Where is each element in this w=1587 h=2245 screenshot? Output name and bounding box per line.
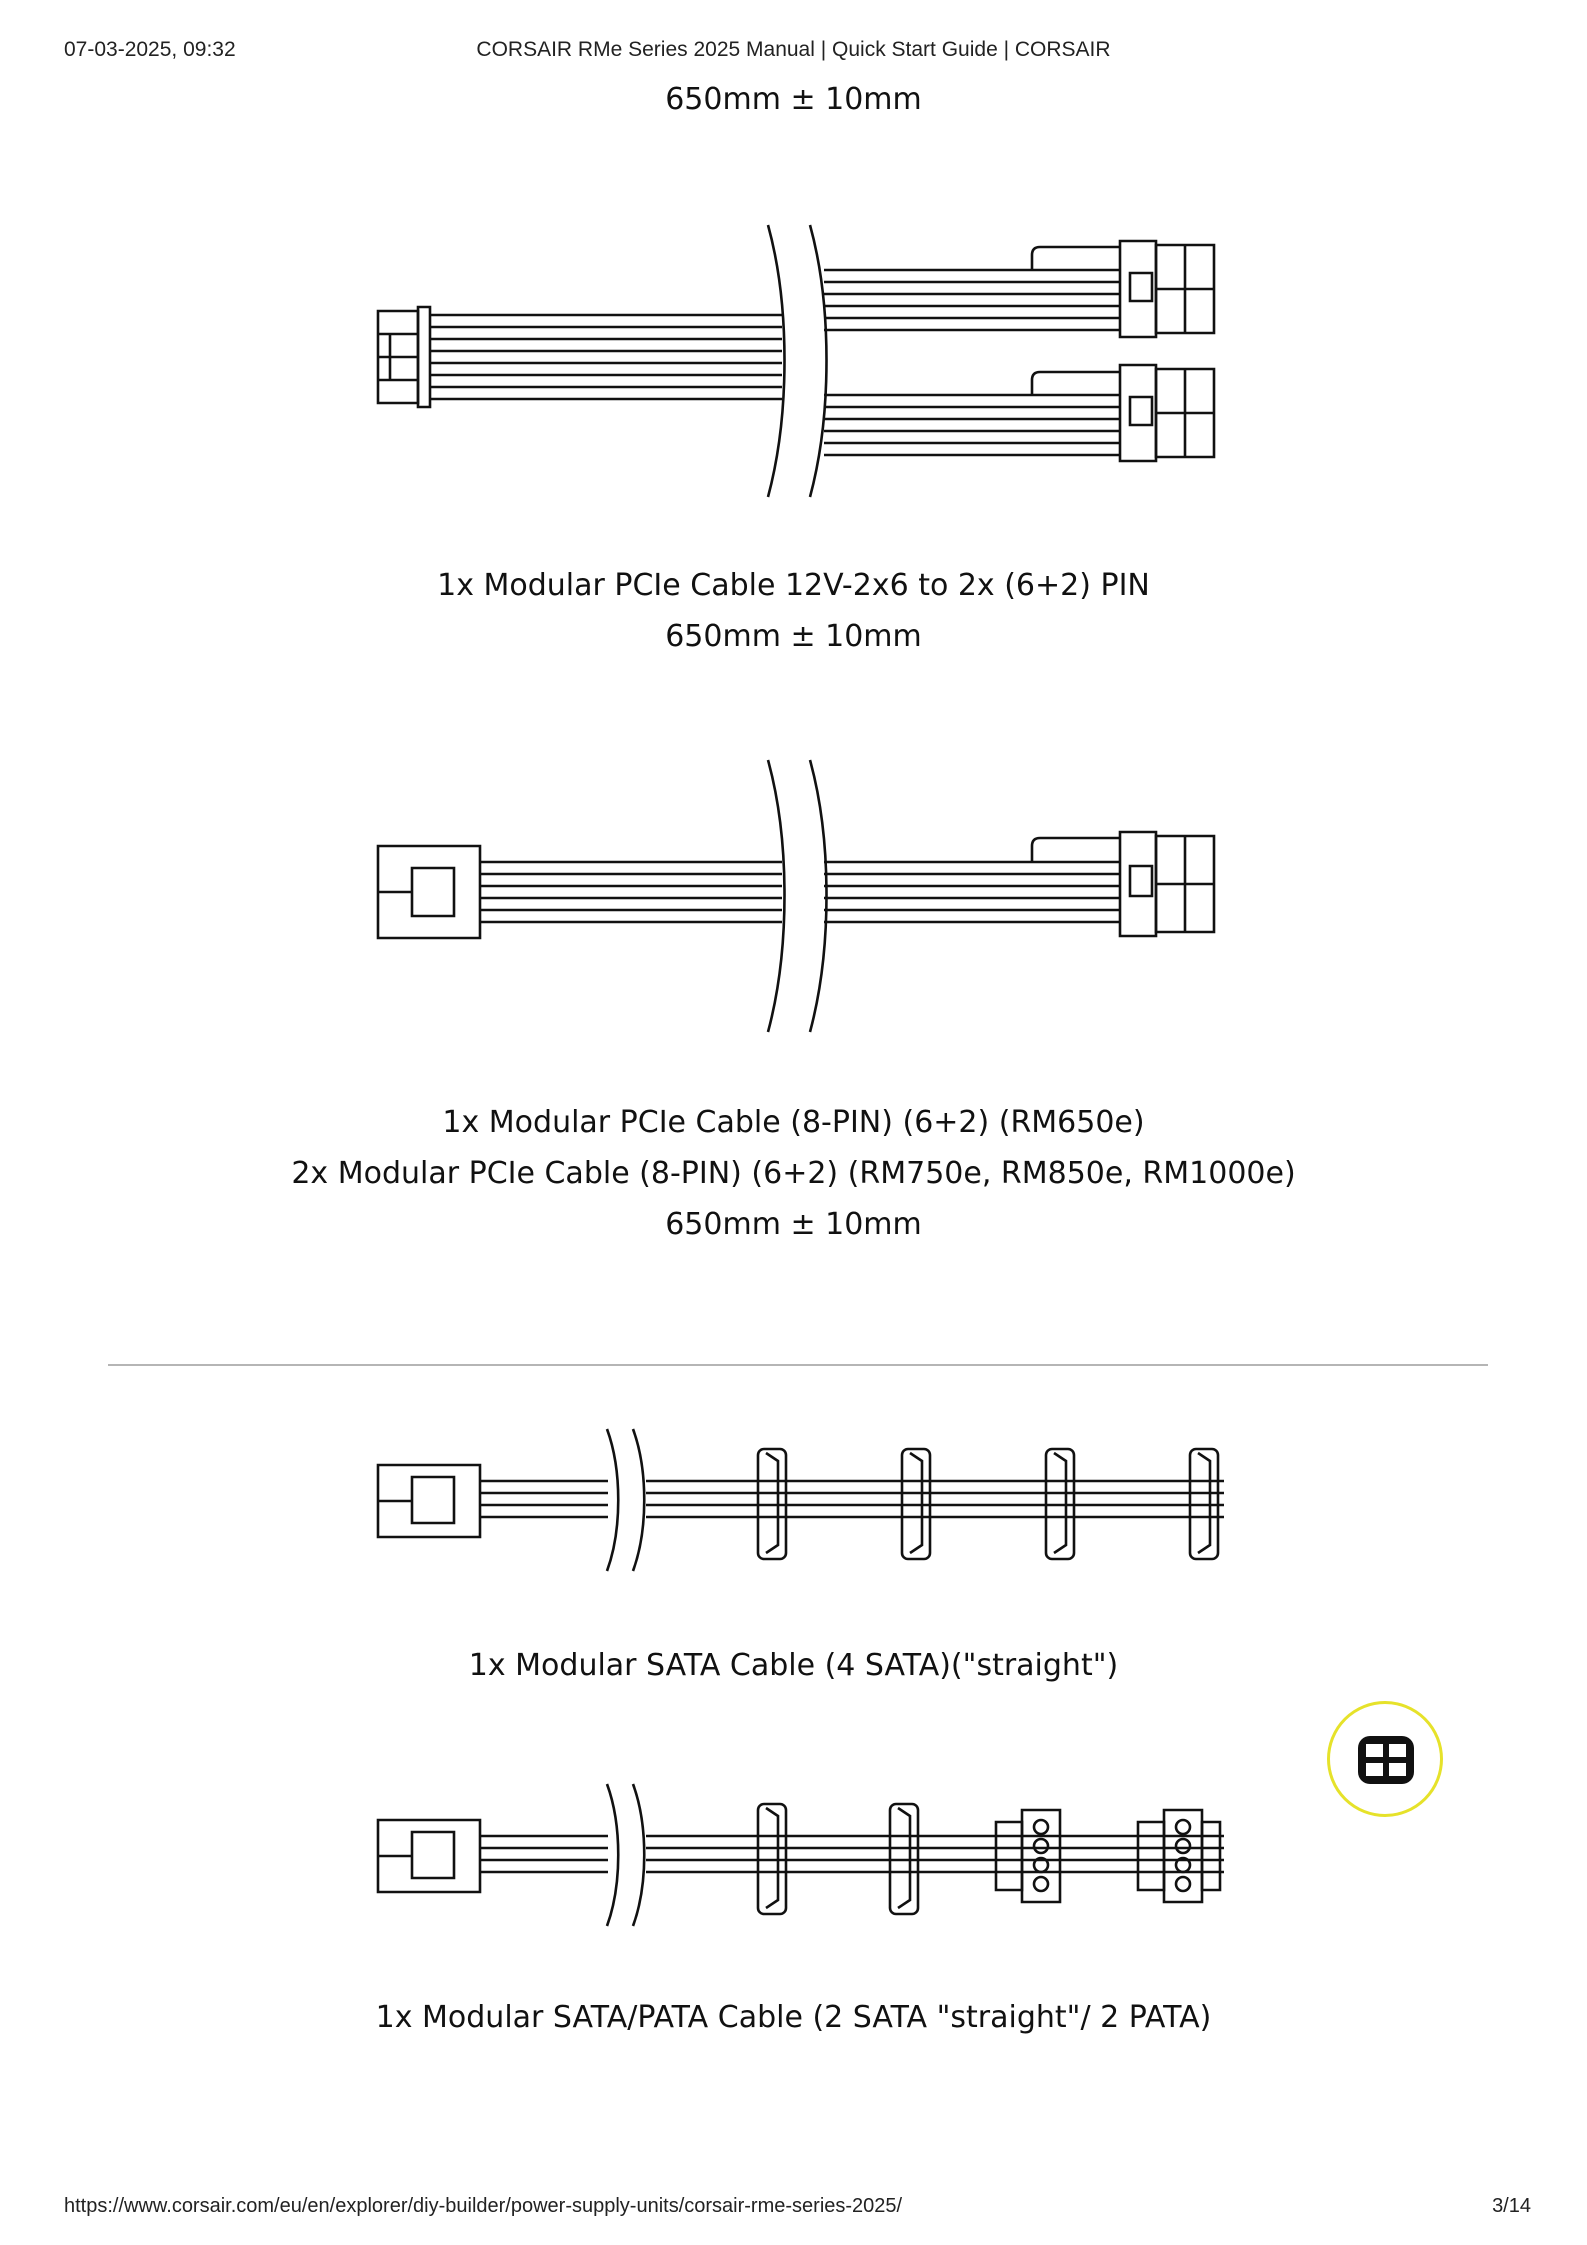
cable-length-caption: 650mm ± 10mm	[665, 619, 922, 654]
sata-4-cable-icon	[370, 1425, 1230, 1575]
cable-length-caption: 650mm ± 10mm	[665, 1207, 922, 1242]
print-url: https://www.corsair.com/eu/en/explorer/diy-builder/power-supply-units/corsair-rme-series-2025/	[64, 2195, 903, 2217]
section-divider	[108, 1364, 1488, 1366]
grid-menu-icon	[1354, 1728, 1418, 1792]
cable-name-caption: 1x Modular SATA/PATA Cable (2 SATA "straight"/ 2 PATA)	[375, 2000, 1212, 2035]
cable-name-caption: 1x Modular PCIe Cable 12V-2x6 to 2x (6+2) PIN	[437, 568, 1150, 603]
sata-pata-cable-icon	[370, 1780, 1230, 1930]
cable-name-caption: 1x Modular PCIe Cable (8-PIN) (6+2) (RM650e)	[442, 1105, 1145, 1140]
print-datetime: 07-03-2025, 09:32	[64, 38, 236, 61]
cable-length-caption: 650mm ± 10mm	[665, 82, 922, 117]
cable-name-caption: 1x Modular SATA Cable (4 SATA)("straight")	[468, 1648, 1119, 1683]
floating-menu-button[interactable]	[1327, 1701, 1443, 1817]
print-page-title: CORSAIR RMe Series 2025 Manual | Quick Start Guide | CORSAIR	[476, 38, 1111, 61]
pcie-8pin-cable-icon	[370, 750, 1230, 1040]
cable-name-caption: 2x Modular PCIe Cable (8-PIN) (6+2) (RM750e, RM850e, RM1000e)	[291, 1156, 1296, 1191]
page-number: 3/14	[1492, 2195, 1531, 2217]
pcie-12v2x6-to-dual-6plus2-cable-icon	[370, 215, 1230, 505]
